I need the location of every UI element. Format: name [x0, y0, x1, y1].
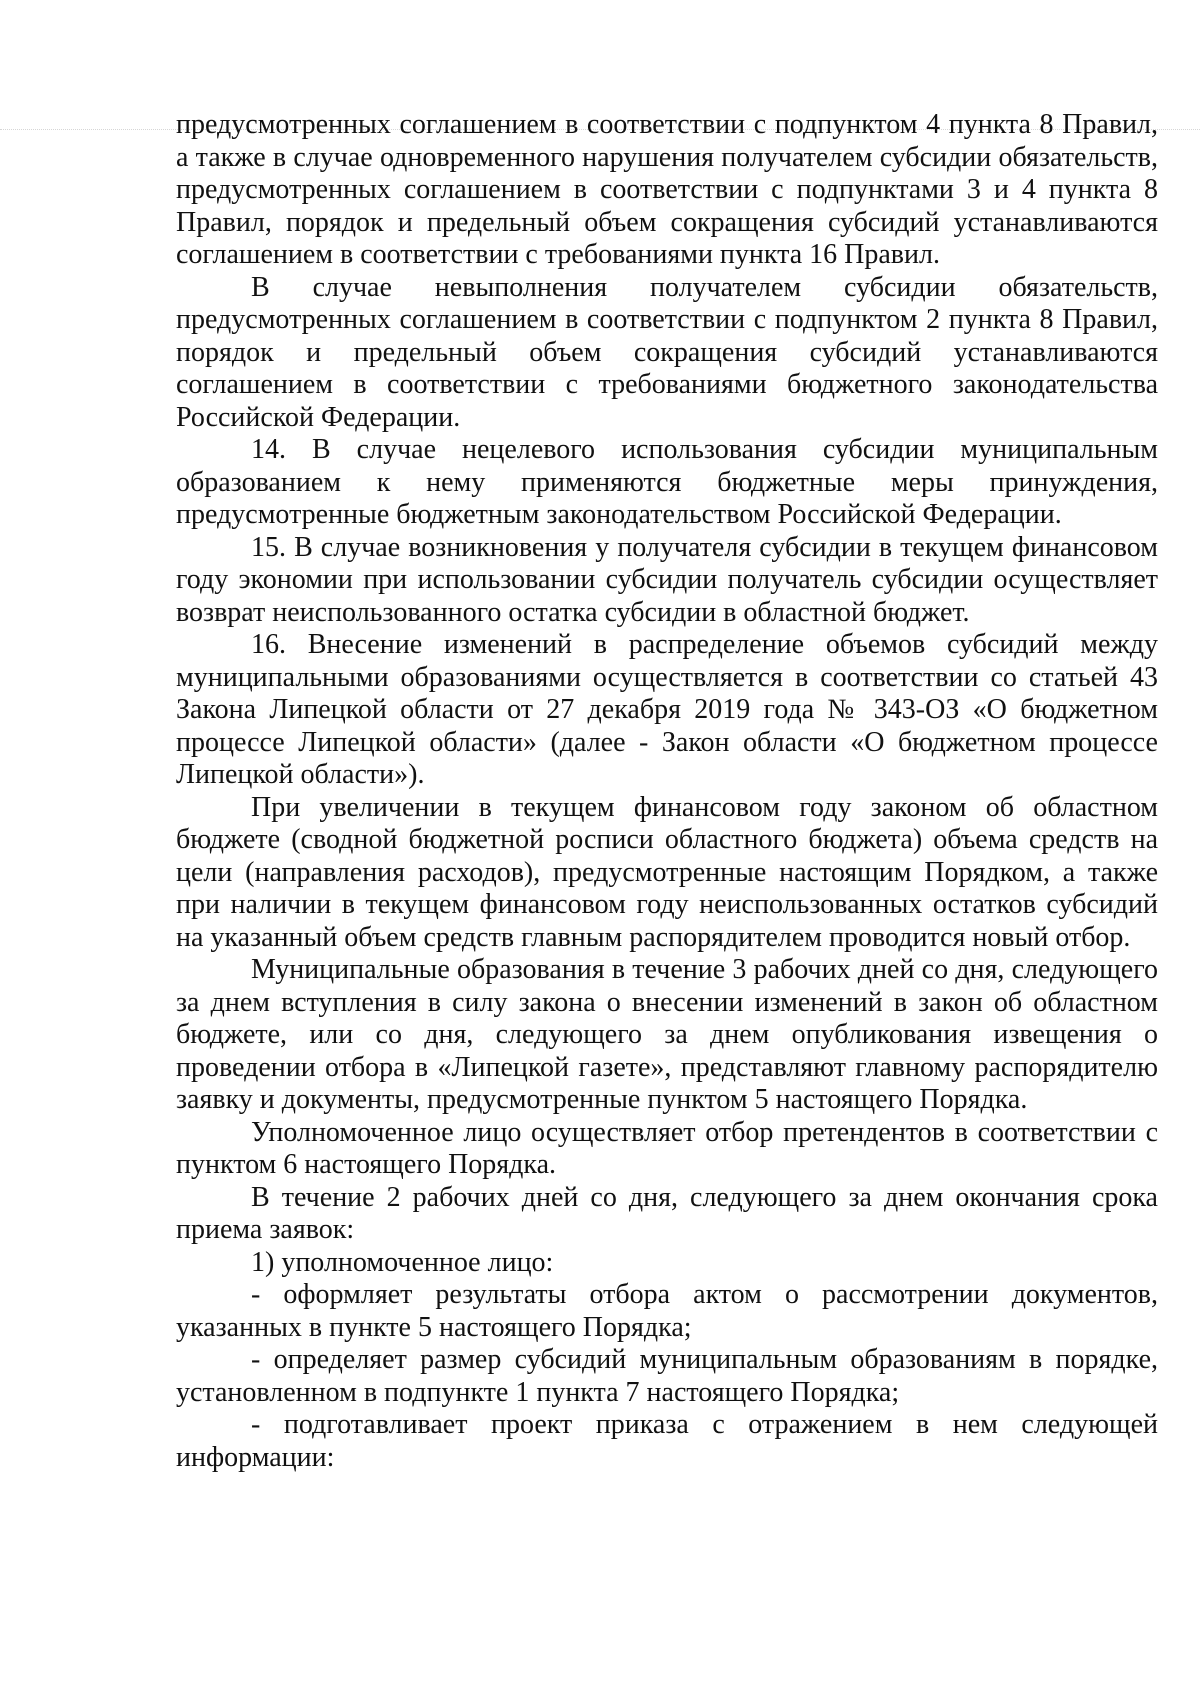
- list-item-drafts-act: - оформляет результаты отбора актом о рассмотрении документов, указанных в пункте 5 настоящего Порядка;: [176, 1279, 1158, 1343]
- paragraph-municipal-applications: Муниципальные образования в течение 3 рабочих дней со дня, следующего за днем вступления в силу закона о внесении изменений в закон об областном бюджете, или со дня, следующего за днем опубликования извещения о проведении отбора в «Липецкой газете», представляют главному распорядителю заявку и документы, предусмотренные пунктом 5 настоящего Порядка.: [176, 954, 1158, 1115]
- paragraph-item-15: 15. В случае возникновения у получателя субсидии в текущем финансовом году экономии при использовании субсидии получатель субсидии осуществляет возврат неиспользованного остатка субсидии в областной бюджет.: [176, 531, 1158, 628]
- list-item-prepares-order: - подготавливает проект приказа с отражением в нем следующей информации:: [176, 1409, 1158, 1473]
- list-item-authorized-person: 1) уполномоченное лицо:: [251, 1246, 554, 1278]
- paragraph-continuation: предусмотренных соглашением в соответствии с подпунктом 4 пункта 8 Правил, а также в случае одновременного нарушения получателем субсидии обязательств, предусмотренных соглашением в соответствии с подпунктами 3 и 4 пункта 8 Правил, порядок и предельный объем сокращения субсидий устанавливаются соглашением в соответствии с требованиями пункта 16 Правил.: [176, 109, 1158, 270]
- paragraph-deadline: В течение 2 рабочих дней со дня, следующего за днем окончания срока приема заявок:: [176, 1181, 1158, 1245]
- document-body: [176, 109, 1158, 1474]
- list-item-determines-size: - определяет размер субсидий муниципальным образованиям в порядке, установленном в подпункте 1 пункта 7 настоящего Порядка;: [176, 1344, 1158, 1408]
- paragraph-authorized-selection: Уполномоченное лицо осуществляет отбор претендентов в соответствии с пунктом 6 настоящего Порядка.: [176, 1116, 1158, 1180]
- paragraph-item-16: 16. Внесение изменений в распределение объемов субсидий между муниципальными образованиями осуществляется в соответствии со статьей 43 Закона Липецкой области от 27 декабря 2019 года № 343-ОЗ «О бюджетном процессе Липецкой области» (далее - Закон области «О бюджетном процессе Липецкой области»).: [176, 629, 1158, 790]
- paragraph-nonfulfillment: В случае невыполнения получателем субсидии обязательств, предусмотренных соглашением в соответствии с подпунктом 2 пункта 8 Правил, порядок и предельный объем сокращения субсидий устанавливаются соглашением в соответствии с требованиями бюджетного законодательства Российской Федерации.: [176, 271, 1158, 433]
- paragraph-budget-increase: При увеличении в текущем финансовом году законом об областном бюджете (сводной бюджетной росписи областного бюджета) объема средств на цели (направления расходов), предусмотренные настоящим Порядком, а также при наличии в текущем финансовом году неиспользованных остатков субсидий на указанный объем средств главным распорядителем проводится новый отбор.: [176, 791, 1158, 953]
- paragraph-item-14: 14. В случае нецелевого использования субсидии муниципальным образованием к нему применяются бюджетные меры принуждения, предусмотренные бюджетным законодательством Российской Федерации.: [176, 434, 1158, 530]
